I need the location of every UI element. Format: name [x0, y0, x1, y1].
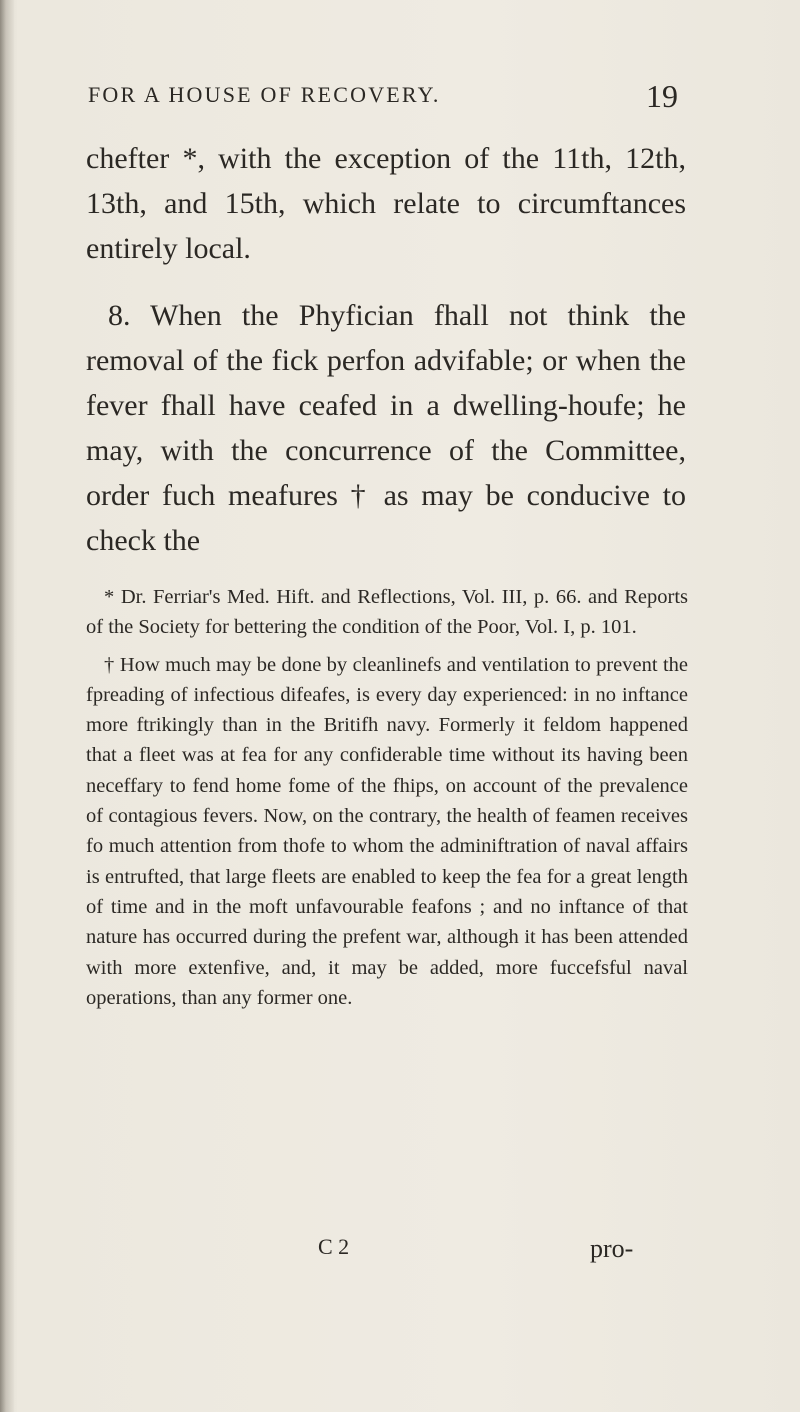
catchword: pro- — [590, 1234, 634, 1263]
page-number: 19 — [646, 78, 678, 114]
continuation-paragraph: chefter *, with the exception of the 11th, 12th, 13th, and 15th, which relate to circumftances entirely local. — [86, 142, 686, 265]
footnotes — [86, 582, 688, 1013]
footnote-asterisk: * Dr. Ferriar's Med. Hift. and Reflections, Vol. III, p. 66. and Reports of the Society for bettering the condition of the Poor, Vol. I, p. 101. — [86, 586, 688, 639]
binding-gutter — [0, 0, 14, 1412]
main-text — [86, 136, 686, 563]
page-footer — [86, 1234, 686, 1274]
running-head: FOR A HOUSE OF RECOVERY. — [88, 82, 441, 107]
footnote-dagger: † How much may be done by cleanlinefs and ventilation to prevent the fpreading of infectious difeafes, is every day experienced: in no inftance more ftrikingly than in the Britifh navy. Formerly it feldom happened that a fleet was at fea for any confiderable time without its having been neceffary to fend home fome of the fhips, on account of the prevalence of contagious fevers. Now, on the contrary, the health of feamen receives fo much attention from thofe to whom the adminiftration of naval affairs is entrufted, that large fleets are enabled to keep the fea for a great length of time and in the moft unfavourable feafons ; and no inftance of that nature has occurred during the prefent war, although it has been attended with more extenfive, and, it may be added, more fuccefsful naval operations, than any former one. — [86, 653, 688, 1009]
page-header — [88, 78, 678, 118]
signature-mark: C 2 — [318, 1234, 350, 1259]
paragraph-8: 8. When the Phyfician fhall not think the removal of the fick perfon advifable; or when the fever fhall have ceafed in a dwelling-houfe; he may, with the concurrence of the Committee, order fuch meafures † as may be conducive to check the — [86, 299, 686, 557]
